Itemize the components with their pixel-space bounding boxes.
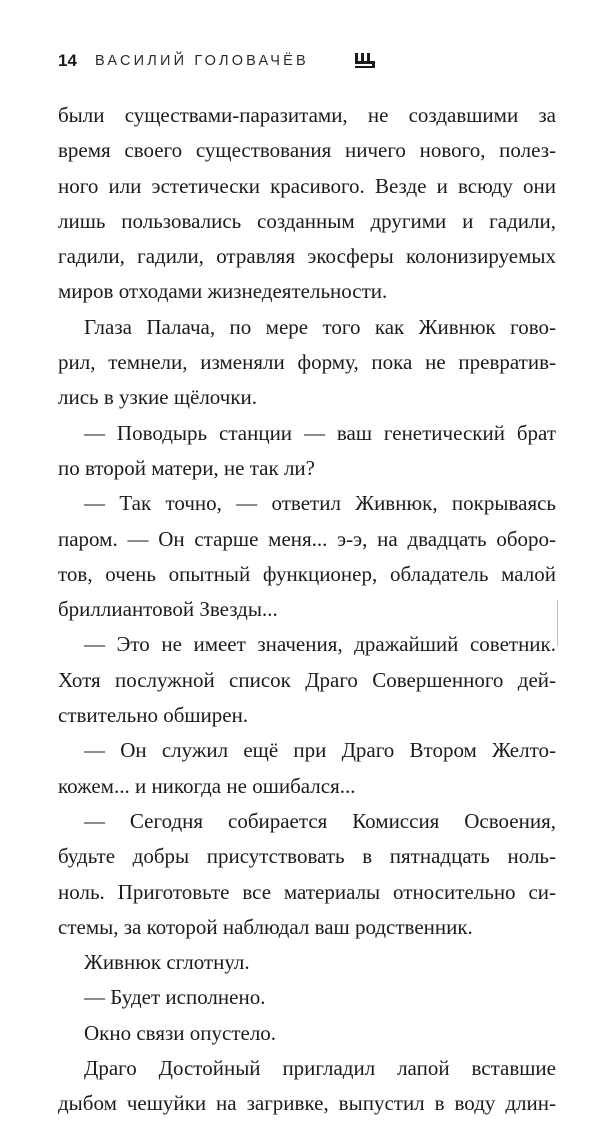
publisher-logo-icon (354, 52, 376, 70)
text-line: лишь пользовались созданным другими и гадили, (58, 208, 556, 233)
text-line: Глаза Палача, по мере того как Живнюк гово- (84, 314, 556, 339)
text-line: миров отходами жизнедеятельности. (58, 279, 388, 304)
text-line: — Будет исполнено. (84, 985, 266, 1010)
running-header (58, 50, 558, 72)
text-line: — Он служил ещё при Драго Втором Желто- (84, 738, 556, 763)
text-line: Драго Достойный пригладил лапой вставшие (84, 1056, 556, 1081)
page-number: 14 (58, 51, 77, 70)
author-name: ВАСИЛИЙ ГОЛОВАЧЁВ (95, 53, 309, 69)
text-line: будьте добры присутствовать в пятнадцать ноль- (58, 844, 556, 869)
text-line: время своего существования ничего нового, полез- (58, 138, 556, 163)
text-line: были существами-паразитами, не создавшими за (58, 103, 556, 127)
text-line: — Это не имеет значения, дражайший советник. (84, 632, 556, 657)
text-line: ствительно обширен. (58, 703, 249, 728)
text-line: по второй матери, не так ли? (58, 455, 315, 480)
text-line: кожем... и никогда не ошибался... (58, 773, 356, 798)
scan-mark (557, 600, 558, 646)
text-line: Окно связи опустело. (84, 1020, 277, 1045)
text-line: — Поводырь станции — ваш генетический брат (84, 420, 556, 445)
text-line: дыбом чешуйки на загривке, выпустил в воду длин- (58, 1091, 556, 1116)
text-line: Хотя послужной список Драго Совершенного дей- (58, 667, 556, 692)
text-line: гадили, гадили, отравляя экосферы колонизируемых (58, 244, 556, 269)
body-text (58, 98, 556, 1122)
text-line: рил, темнели, изменяли форму, пока не превратив- (58, 350, 556, 375)
text-line: бриллиантовой Звезды... (58, 597, 278, 622)
text-line: стемы, за которой наблюдал ваш родственник. (58, 914, 473, 939)
text-line: ного или эстетически красивого. Везде и всюду они (58, 173, 556, 198)
text-line: — Так точно, — ответил Живнюк, покрываясь (84, 491, 556, 516)
text-line: лись в узкие щёлочки. (58, 385, 258, 410)
text-line: тов, очень опытный функционер, обладатель малой (58, 561, 556, 586)
text-line: — Сегодня собирается Комиссия Освоения, (84, 808, 556, 833)
text-line: Живнюк сглотнул. (84, 950, 250, 975)
text-line: паром. — Он старше меня... э-э, на двадцать оборо- (58, 526, 556, 551)
text-line: ноль. Приготовьте все материалы относительно си- (58, 879, 556, 904)
